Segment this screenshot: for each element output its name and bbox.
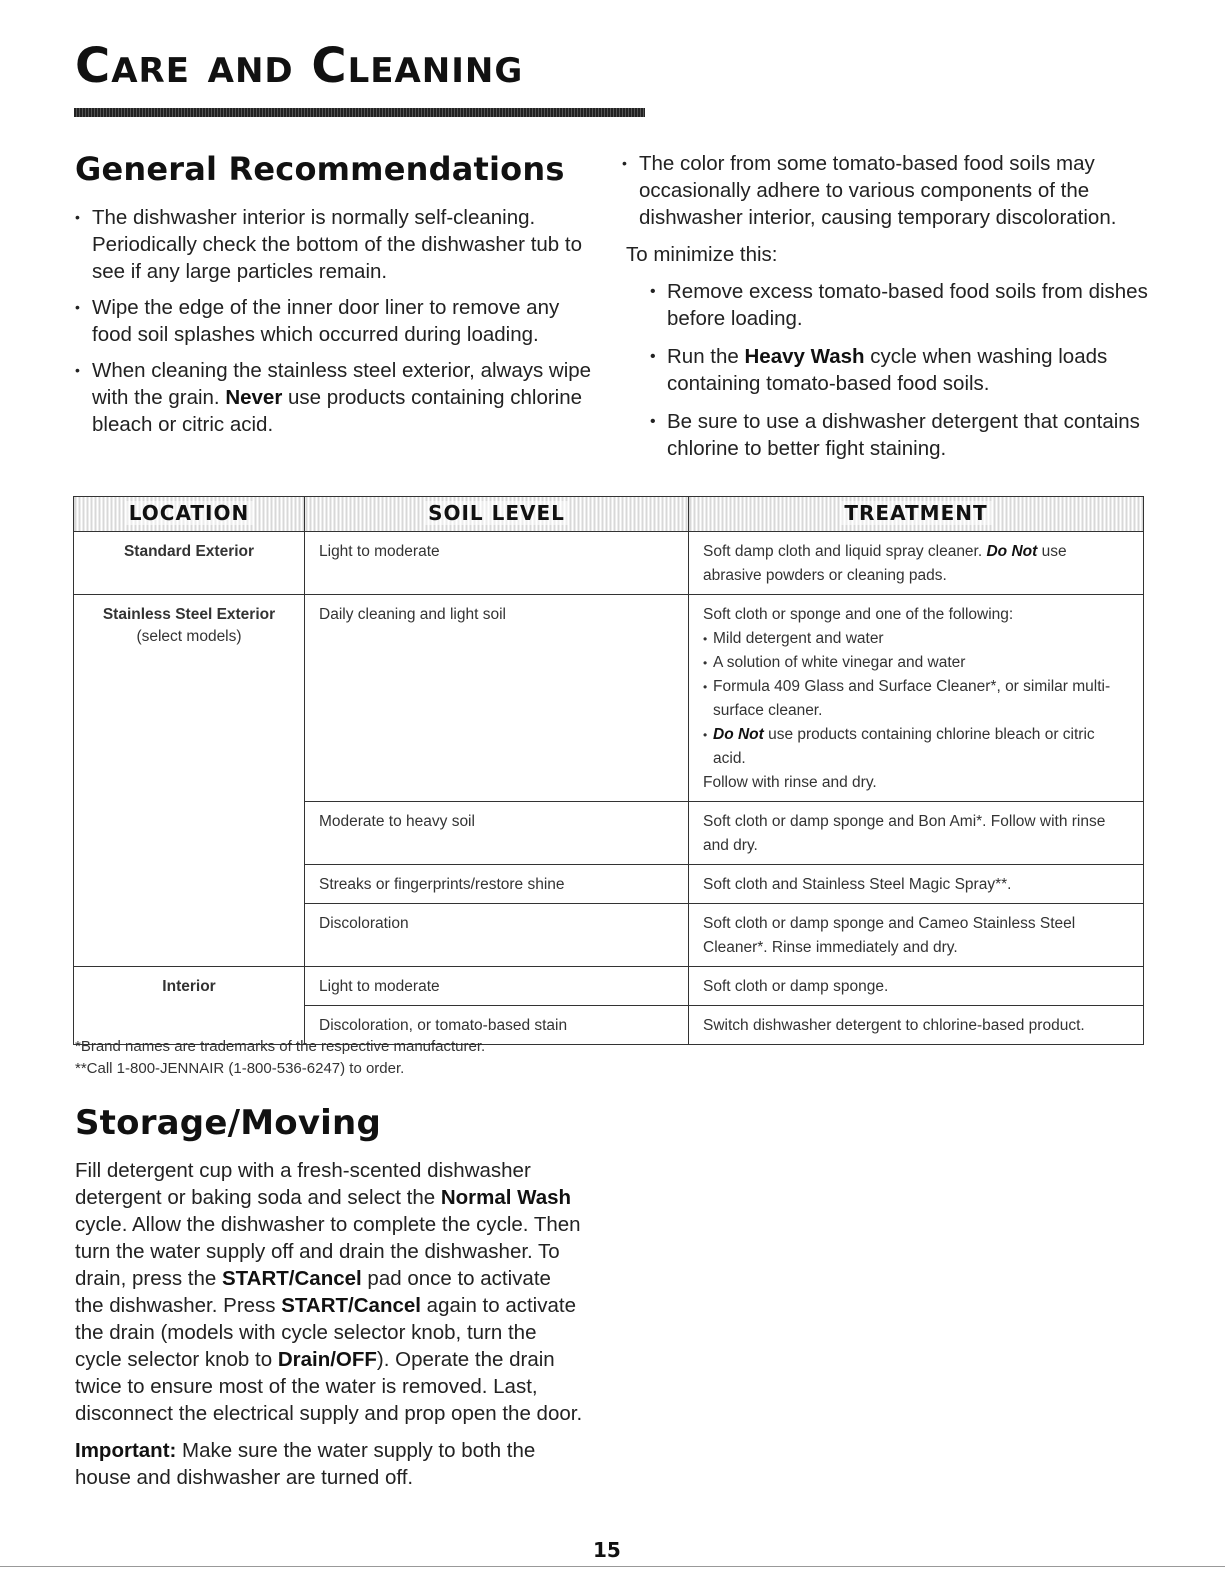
tip2-pre: Run the <box>667 345 745 368</box>
soil-cell: Moderate to heavy soil <box>305 802 689 865</box>
select-models-note: (select models) <box>136 628 242 645</box>
location-stainless-exterior <box>74 595 305 967</box>
table-row <box>74 595 1144 802</box>
storage-heading: Storage/Moving <box>75 1103 381 1143</box>
list-item: • Wipe the edge of the inner door liner to remove any food soil splashes which occurred during loading. <box>75 294 595 348</box>
storage-moving-section <box>75 1103 585 1491</box>
soil-cell: Discoloration <box>305 904 689 967</box>
list-item: • Formula 409 Glass and Surface Cleaner*, or similar multi-surface cleaner. <box>703 675 1129 723</box>
do-not-emphasis: Do Not <box>986 543 1038 560</box>
footnotes <box>75 1036 485 1080</box>
table-header-row <box>74 497 1144 532</box>
list-item: • The dishwasher interior is normally self-cleaning. Periodically check the bottom of the dishwasher tub to see if any large particles remain. <box>75 204 595 285</box>
general-bullet-list <box>75 204 595 438</box>
location-interior: Interior <box>74 967 305 1045</box>
list-item: • The color from some tomato-based food soils may occasionally adhere to various components of the dishwasher interior, causing temporary discoloration. <box>622 150 1162 231</box>
list-item: • Remove excess tomato-based food soils from dishes before loading. <box>650 278 1162 332</box>
start-cancel-emphasis: START/Cancel <box>281 1294 421 1317</box>
soil-cell: Daily cleaning and light soil <box>305 595 689 802</box>
brand-footnote: *Brand names are trademarks of the respective manufacturer. <box>75 1038 486 1055</box>
important-note: Important: Make sure the water supply to both the house and dishwasher are turned off. <box>75 1439 536 1489</box>
title-underline <box>74 108 645 117</box>
list-item: • A solution of white vinegar and water <box>703 651 1129 675</box>
follow-instruction: Follow with rinse and dry. <box>703 774 877 791</box>
tip2-post: cycle when washing loads containing tomato-based food soils. <box>667 345 1108 395</box>
page-title: Care and Cleaning <box>75 38 524 94</box>
list-item <box>75 357 595 438</box>
location-standard-exterior: Standard Exterior <box>74 532 305 595</box>
soil-cell: Streaks or fingerprints/restore shine <box>305 865 689 904</box>
header-treatment: TREATMENT <box>689 497 1144 532</box>
table-row <box>74 532 1144 595</box>
never-emphasis: Never <box>225 386 283 409</box>
treatment-cell: Soft cloth and Stainless Steel Magic Spray**. <box>689 865 1144 904</box>
table-row <box>74 967 1144 1006</box>
soil-cell: Discoloration, or tomato-based stain <box>305 1006 689 1045</box>
treatment-cell: Soft cloth or damp sponge and Bon Ami*. Follow with rinse and dry. <box>689 802 1144 865</box>
heavy-wash-emphasis: Heavy Wash <box>744 345 865 368</box>
stainless-text-pre: When cleaning the stainless steel exterior, always wipe with the grain. <box>92 359 592 409</box>
storage-paragraph: Fill detergent cup with a fresh-scented dishwasher detergent or baking soda and select the Normal Wash cycle. Allow the dishwasher to complete the cycle. Then turn the water supply off and drain the dishwasher. To drain, press the START/Cancel pad once to activate the dishwasher. Press START/Cancel again to activate the drain (models with cycle selector knob, turn the cycle selector knob to Drain/OFF). Operate the drain twice to ensure most of the water is removed. Last, disconnect the electrical supply and prop open the door. <box>75 1159 583 1425</box>
bottom-rule <box>0 1566 1225 1567</box>
start-cancel-emphasis: START/Cancel <box>222 1267 362 1290</box>
care-table <box>73 496 1144 1045</box>
minimize-tips-list <box>650 278 1162 462</box>
minimize-label: To minimize this: <box>626 243 778 266</box>
header-soil-level: SOIL LEVEL <box>305 497 689 532</box>
general-heading: General Recommendations <box>75 150 565 188</box>
location-label: Stainless Steel Exterior <box>102 606 276 623</box>
treatment-intro: Soft cloth or sponge and one of the following: <box>703 606 1014 623</box>
treatment-cell: Soft cloth or damp sponge and Cameo Stainless Steel Cleaner*. Rinse immediately and dry. <box>689 904 1144 967</box>
treatment-cell: Switch dishwasher detergent to chlorine-based product. <box>689 1006 1144 1045</box>
treatment-cell: Soft damp cloth and liquid spray cleaner. Do Not use abrasive powders or cleaning pads. <box>689 532 1144 595</box>
list-item <box>650 343 1162 397</box>
soil-cell: Light to moderate <box>305 967 689 1006</box>
page-number: 15 <box>593 1538 621 1562</box>
tomato-tips-section <box>622 150 1162 473</box>
treatment-cell: Soft cloth or damp sponge. <box>689 967 1144 1006</box>
important-label: Important: <box>75 1439 177 1462</box>
call-footnote: **Call 1-800-JENNAIR (1-800-536-6247) to order. <box>75 1060 405 1077</box>
normal-wash-emphasis: Normal Wash <box>440 1186 572 1209</box>
soil-cell: Light to moderate <box>305 532 689 595</box>
treatment-cell <box>689 595 1144 802</box>
treatment-option-list <box>703 627 1129 771</box>
list-item: • Mild detergent and water <box>703 627 1129 651</box>
general-recommendations-section <box>75 150 595 447</box>
list-item: • Be sure to use a dishwasher detergent that contains chlorine to better fight staining. <box>650 408 1162 462</box>
tomato-bullet-list <box>622 150 1162 231</box>
list-item: • Do Not use products containing chlorine bleach or citric acid. <box>703 723 1129 771</box>
drain-off-emphasis: Drain/OFF <box>277 1348 377 1371</box>
header-location: LOCATION <box>74 497 305 532</box>
do-not-emphasis: Do Not <box>713 726 764 743</box>
stainless-text-post: use products containing chlorine bleach or citric acid. <box>92 386 583 436</box>
